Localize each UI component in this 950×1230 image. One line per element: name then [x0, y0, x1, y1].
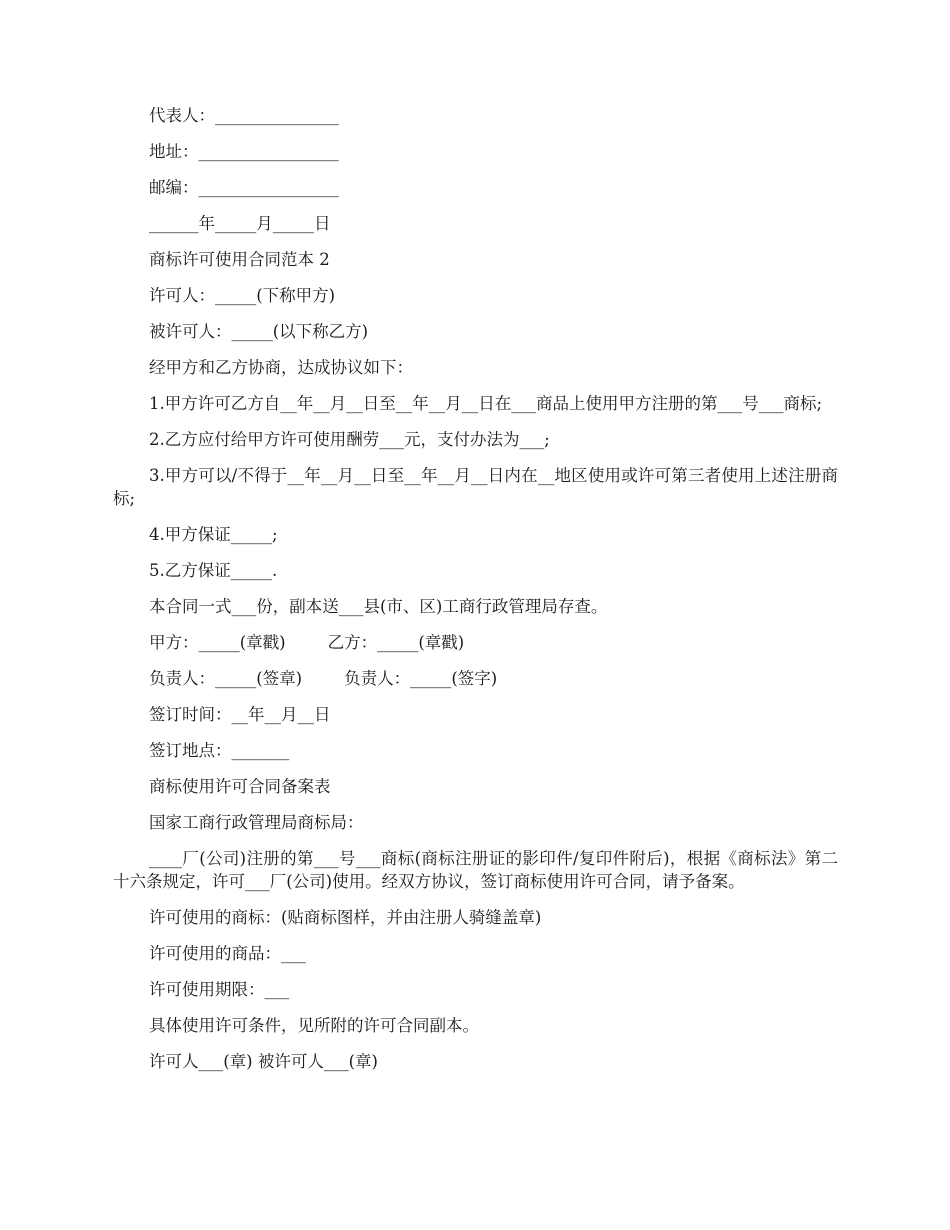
- clause-4: 4.甲方保证_____;: [149, 525, 278, 544]
- responsible-persons-line: 负责人：_____(签章) 负责人：_____(签字): [149, 669, 498, 688]
- conditions-line: 具体使用许可条件，见所附的许可合同副本。: [149, 1016, 479, 1035]
- signing-place-line: 签订地点：_______: [149, 741, 290, 760]
- document-body: [113, 104, 838, 1086]
- licensed-trademark-line: 许可使用的商标：(贴商标图样，并由注册人骑缝盖章): [149, 908, 542, 927]
- copies-line: 本合同一式___份，副本送___县(市、区)工商行政管理局存查。: [149, 597, 608, 616]
- license-period-line: 许可使用期限：___: [149, 980, 290, 999]
- section-title-sample-2: 商标许可使用合同范本 2: [149, 250, 330, 269]
- clause-5: 5.乙方保证_____.: [149, 561, 278, 580]
- clause-3: 3.甲方可以/不得于__年__月__日至__年__月__日内在__地区使用或许可第三者使用上述注册商标;: [113, 466, 838, 508]
- licensee-line: 被许可人：_____(以下称乙方): [149, 322, 369, 341]
- postcode-line: 邮编：_________________: [149, 178, 339, 197]
- address-line: 地址：_________________: [149, 142, 339, 161]
- licensed-goods-line: 许可使用的商品：___: [149, 944, 306, 963]
- representative-line: 代表人：_______________: [149, 106, 339, 125]
- filing-request-paragraph: ____厂(公司)注册的第___号___商标(商标注册证的影印件/复印件附后)，根据《商标法》第二十六条规定，许可___厂(公司)使用。经双方协议，签订商标使用许可合同，请予备案。: [113, 849, 838, 891]
- party-seals-line: 甲方：_____(章戳) 乙方：_____(章戳): [149, 633, 465, 652]
- section-title-filing-form: 商标使用许可合同备案表: [149, 777, 331, 796]
- licensor-line: 许可人：_____(下称甲方): [149, 286, 336, 305]
- signing-time-line: 签订时间：__年__月__日: [149, 705, 331, 724]
- signatures-line: 许可人___(章) 被许可人___(章): [149, 1052, 378, 1071]
- clause-2: 2.乙方应付给甲方许可使用酬劳___元，支付办法为___;: [149, 430, 550, 449]
- date-line: ______年_____月_____日: [149, 214, 331, 233]
- addressee-line: 国家工商行政管理局商标局：: [149, 813, 364, 832]
- clause-1: 1.甲方许可乙方自__年__月__日至__年__月__日在___商品上使用甲方注册的第___号___商标;: [149, 394, 823, 413]
- agreement-intro: 经甲方和乙方协商，达成协议如下：: [149, 358, 413, 377]
